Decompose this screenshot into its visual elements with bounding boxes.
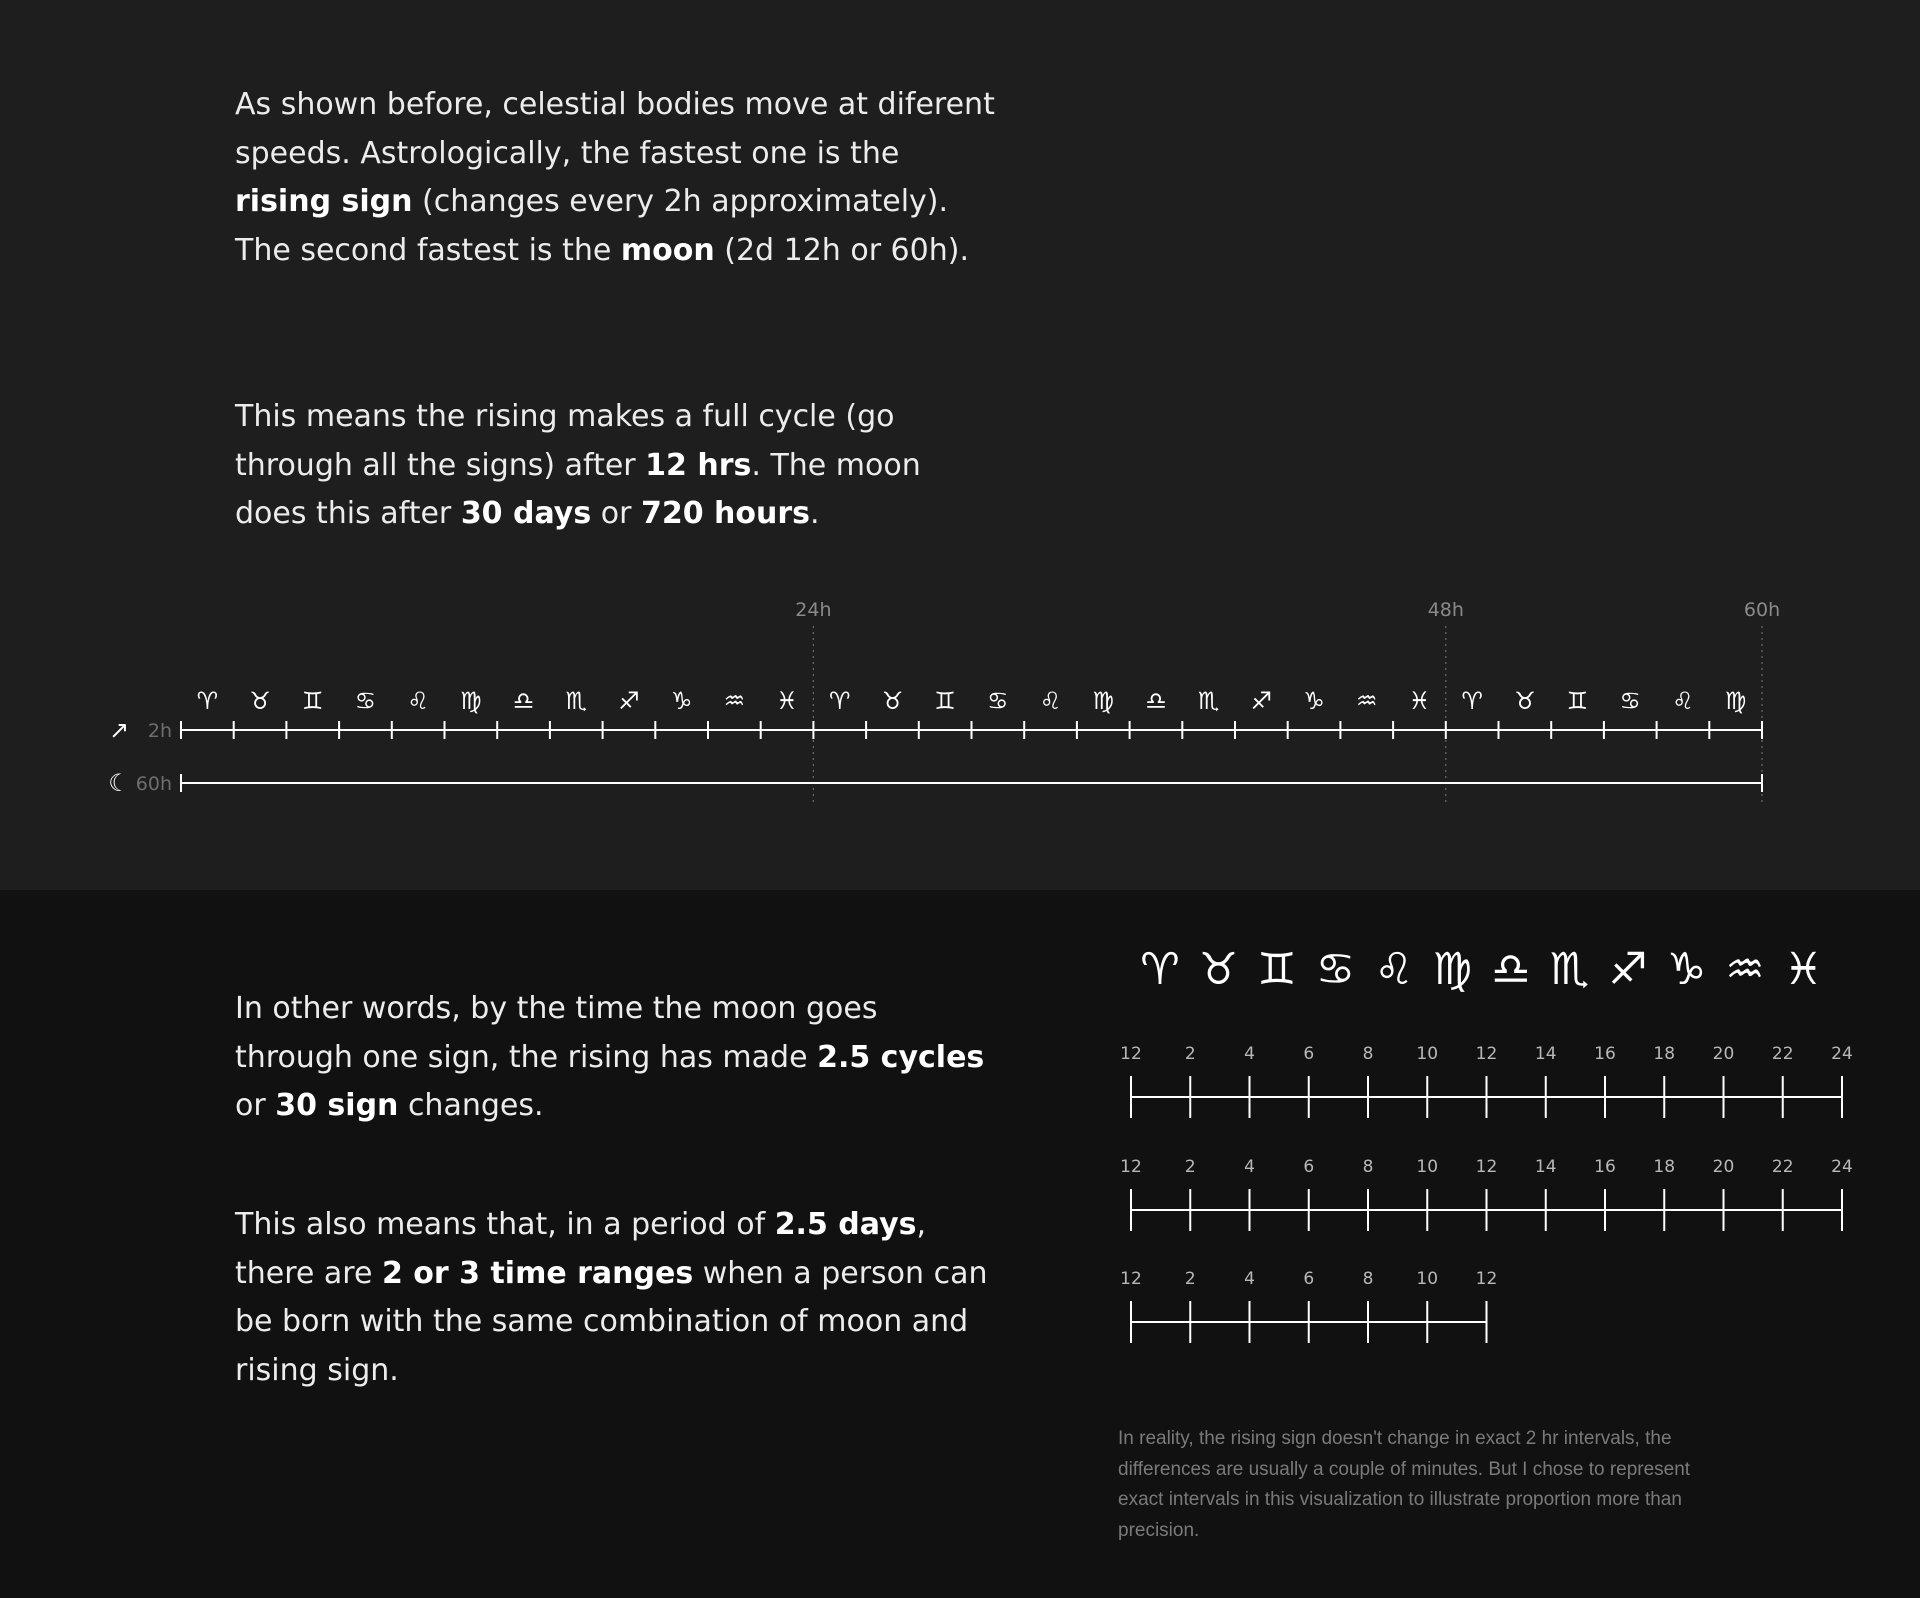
hour-tick-label: 22 (1771, 1157, 1794, 1177)
text-run: changes. (398, 1088, 544, 1123)
hour-tick-label: 10 (1416, 1269, 1439, 1289)
text-run: This means the rising makes a full cycle (go through all the signs) after (235, 399, 895, 483)
hour-tick-label: 8 (1362, 1157, 1374, 1177)
hour-tick-label: 12 (1120, 1157, 1142, 1177)
zodiac-sign-glyph: ♋ (987, 687, 1009, 715)
hour-tick-label: 16 (1594, 1044, 1616, 1064)
zodiac-sign-glyph: ♒ (723, 687, 746, 715)
zodiac-sign-glyph: ♊ (1257, 944, 1297, 995)
hour-tick-label: 12 (1475, 1044, 1498, 1064)
zodiac-sign-glyph: ♓ (776, 687, 798, 715)
hour-tick-label: 2 (1184, 1157, 1196, 1177)
zodiac-sign-glyph: ♊ (301, 687, 324, 715)
rising-arrow-icon: ↗ (108, 716, 130, 744)
bold-phrase: 30 days (460, 496, 592, 531)
hour-tick-label: 22 (1771, 1044, 1794, 1064)
hour-tick-label: 24 (1831, 1157, 1853, 1177)
zodiac-sign-glyph: ♓ (1408, 687, 1431, 715)
hour-tick-label: 12 (1475, 1269, 1498, 1289)
hour-tick-label: 24 (1831, 1044, 1853, 1064)
text-run: or (591, 496, 641, 531)
text-run: This also means that, in a period of (235, 1207, 775, 1242)
text-run: or (235, 1088, 276, 1123)
zodiac-sign-glyph: ♌ (1374, 944, 1414, 995)
hour-tick-label: 14 (1534, 1157, 1557, 1177)
hour-tick-label: 8 (1362, 1044, 1374, 1064)
zodiac-sign-glyph: ♍ (1092, 687, 1115, 715)
bold-phrase: 2.5 cycles (817, 1039, 985, 1075)
zodiac-sign-glyph: ♎ (1491, 944, 1531, 995)
zodiac-sign-glyph: ♑ (670, 687, 693, 715)
hour-tick-label: 20 (1712, 1157, 1735, 1177)
zodiac-sign-glyph: ♍ (460, 687, 482, 715)
zodiac-sign-glyph: ♌ (1039, 687, 1062, 715)
hour-tick-label: 8 (1362, 1269, 1374, 1289)
marker-label: 60h (1743, 599, 1781, 621)
hour-tick-label: 6 (1303, 1044, 1315, 1064)
text-run: (2d 12h or 60h). (714, 232, 969, 268)
text-run: , there are (235, 1207, 927, 1291)
zodiac-sign-glyph: ♈ (828, 687, 851, 715)
bold-phrase: 30 sign (275, 1088, 399, 1123)
zodiac-sign-glyph: ♋ (1619, 687, 1642, 715)
hour-tick-label: 12 (1120, 1269, 1142, 1289)
hour-tick-label: 16 (1594, 1157, 1616, 1177)
zodiac-sign-glyph: ♑ (1666, 944, 1707, 995)
text-run: when a person can be born with the same combination of moon and rising sign. (235, 1255, 988, 1388)
zodiac-sign-glyph: ♓ (1783, 944, 1824, 995)
zodiac-sign-glyph: ♈ (196, 687, 219, 715)
zodiac-sign-glyph: ♌ (1672, 687, 1694, 715)
zodiac-sign-glyph: ♉ (881, 687, 904, 715)
zodiac-sign-glyph: ♏ (565, 687, 588, 715)
hour-tick-label: 4 (1244, 1044, 1255, 1064)
hour-tick-label: 18 (1653, 1157, 1676, 1177)
bold-phrase: 720 hours (640, 496, 811, 531)
zodiac-sign-glyph: ♎ (1145, 687, 1167, 715)
zodiac-sign-glyph: ♎ (512, 687, 535, 715)
hour-tick-label: 20 (1712, 1044, 1735, 1064)
zodiac-sign-glyph: ♍ (1724, 687, 1747, 715)
zodiac-sign-glyph: ♉ (1514, 687, 1536, 715)
text-run: . (810, 496, 820, 531)
zodiac-sign-glyph: ♐ (1250, 687, 1273, 715)
zodiac-sign-glyph: ♉ (249, 687, 271, 715)
hour-tick-label: 4 (1244, 1157, 1255, 1177)
zodiac-sign-glyph: ♌ (407, 687, 429, 715)
bold-phrase: 2 or 3 time ranges (381, 1255, 694, 1291)
zodiac-sign-glyph: ♏ (1549, 944, 1590, 995)
zodiac-sign-glyph: ♊ (1566, 687, 1589, 715)
hour-tick-label: 10 (1416, 1157, 1439, 1177)
row-period-label: 2h (147, 720, 172, 742)
bold-phrase: 12 hrs (645, 447, 752, 483)
zodiac-sign-glyph: ♒ (1725, 944, 1765, 995)
marker-label: 48h (1427, 599, 1464, 621)
zodiac-sign-glyph: ♋ (354, 687, 377, 715)
zodiac-sign-glyph: ♐ (1608, 944, 1648, 995)
hour-tick-label: 6 (1303, 1157, 1315, 1177)
zodiac-sign-glyph: ♑ (1303, 687, 1325, 715)
hour-tick-label: 2 (1184, 1269, 1196, 1289)
hour-tick-label: 10 (1416, 1044, 1439, 1064)
moon-icon: ☾ (108, 769, 130, 797)
hour-tick-label: 14 (1534, 1044, 1557, 1064)
footnote: In reality, the rising sign doesn't change in exact 2 hr intervals, the differences are usually a couple of minutes. But I chose to represent exact intervals in this visualization to illustrate proportion more than precision. (1118, 1428, 1691, 1541)
hour-tick-label: 12 (1120, 1044, 1142, 1064)
zodiac-sign-glyph: ♈ (1461, 687, 1483, 715)
hour-tick-label: 2 (1184, 1044, 1196, 1064)
zodiac-sign-glyph: ♏ (1197, 687, 1220, 715)
hour-tick-label: 4 (1244, 1269, 1255, 1289)
text-run: In other words, by the time the moon goes through one sign, the rising has made (235, 991, 878, 1075)
hour-tick-label: 12 (1475, 1157, 1498, 1177)
text-run: . The moon does this after (235, 447, 921, 531)
zodiac-sign-glyph: ♒ (1355, 687, 1378, 715)
zodiac-sign-glyph: ♋ (1315, 944, 1356, 995)
bold-phrase: rising sign (235, 184, 413, 219)
zodiac-sign-glyph: ♐ (618, 687, 640, 715)
text-run: (changes every 2h approximately). The second fastest is the (235, 184, 949, 268)
text-run: As shown before, celestial bodies move at diferent speeds. Astrologically, the fastest one is the (235, 87, 995, 171)
zodiac-sign-glyph: ♉ (1198, 944, 1239, 995)
bold-phrase: 2.5 days (774, 1207, 917, 1242)
hour-tick-label: 18 (1653, 1044, 1676, 1064)
zodiac-sign-glyph: ♍ (1432, 944, 1473, 995)
row-period-label: 60h (135, 773, 172, 795)
hour-tick-label: 6 (1303, 1269, 1315, 1289)
zodiac-sign-glyph: ♈ (1140, 944, 1180, 995)
zodiac-sign-glyph: ♊ (934, 687, 956, 715)
bold-phrase: moon (620, 232, 715, 268)
marker-label: 24h (795, 599, 832, 621)
